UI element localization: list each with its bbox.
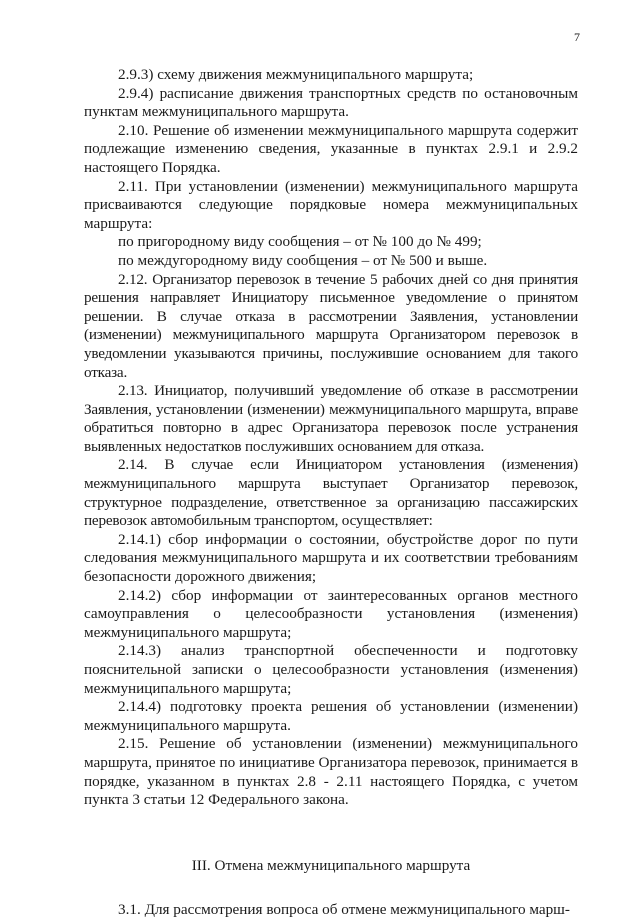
list-item-intercity: по междугородному виду сообщения – от № 500 и выше. — [118, 251, 488, 269]
paragraph-2-15: 2.15. Решение об установлении (изменении) межмуниципального маршрута, принятое по инициативе Организатора перевозок, принимается в порядке, указанном в пунктах 2.8 - 2.11 настоящего Порядка, с учетом пункта 3 статьи 12 Федерального закона. — [84, 735, 578, 809]
document-body — [84, 66, 578, 920]
paragraph-2-14-3: 2.14.3) анализ транспортной обеспеченности и подготовку пояснительной записки о целесообразности установления (изменения) межмуниципального маршрута; — [84, 642, 578, 697]
paragraph-2-14-1: 2.14.1) сбор информации о состоянии, обустройстве дорог по пути следования межмуниципального маршрута и их соответствии требованиям безопасности дорожного движения; — [84, 530, 578, 586]
paragraph-2-10: 2.10. Решение об изменении межмуниципального маршрута содержит подлежащие изменению сведения, указанные в пунктах 2.9.1 и 2.9.2 настоящего Порядка. — [84, 121, 578, 176]
paragraph-2-13: 2.13. Инициатор, получивший уведомление об отказе в рассмотрении Заявления, установлении (изменении) межмуниципального маршрута, вправе обратиться повторно в адрес Организатора перевозок после устранения выявленных недостатков послуживших основанием для отказа. — [84, 382, 578, 455]
paragraph-2-12: 2.12. Организатор перевозок в течение 5 рабочих дней со дня принятия решения направляет Инициатору письменное уведомление о принятом решении. В случае отказа в рассмотрении Заявления, установлении (изменении) межмуниципального маршрута Организатором перевозок в уведомлении указываются причины, послужившие основанием для такого отказа. — [84, 270, 578, 381]
paragraph-2-14-2: 2.14.2) сбор информации от заинтересованных органов местного самоуправления о целесообразности установления (изменения) межмуниципального маршрута; — [84, 586, 578, 641]
list-item-suburban: по пригородному виду сообщения – от № 100 до № 499; — [118, 233, 482, 251]
section-heading: III. Отмена межмуниципального маршрута — [191, 856, 471, 874]
paragraph-2-14: 2.14. В случае если Инициатором установления (изменения) межмуниципального маршрута выступает Организатор перевозок, структурное подразделение, ответственное за организацию пассажирских перевозок автомобильным транспортом, осуществляет: — [84, 456, 578, 530]
page-number: 7 — [574, 30, 580, 44]
paragraph-2-9-4: 2.9.4) расписание движения транспортных средств по остановочным пунктам межмуниципального маршрута. — [84, 84, 578, 121]
paragraph-2-11: 2.11. При установлении (изменении) межмуниципального маршрута присваиваются следующие порядковые номера межмуниципальных маршрута: — [84, 177, 578, 232]
paragraph-3-1: 3.1. Для рассмотрения вопроса об отмене межмуниципального марш- — [118, 901, 570, 919]
paragraph-2-14-4: 2.14.4) подготовку проекта решения об установлении (изменении) межмуниципального маршрута. — [84, 698, 578, 734]
paragraph-2-9-3: 2.9.3) схему движения межмуниципального маршрута; — [118, 66, 474, 83]
